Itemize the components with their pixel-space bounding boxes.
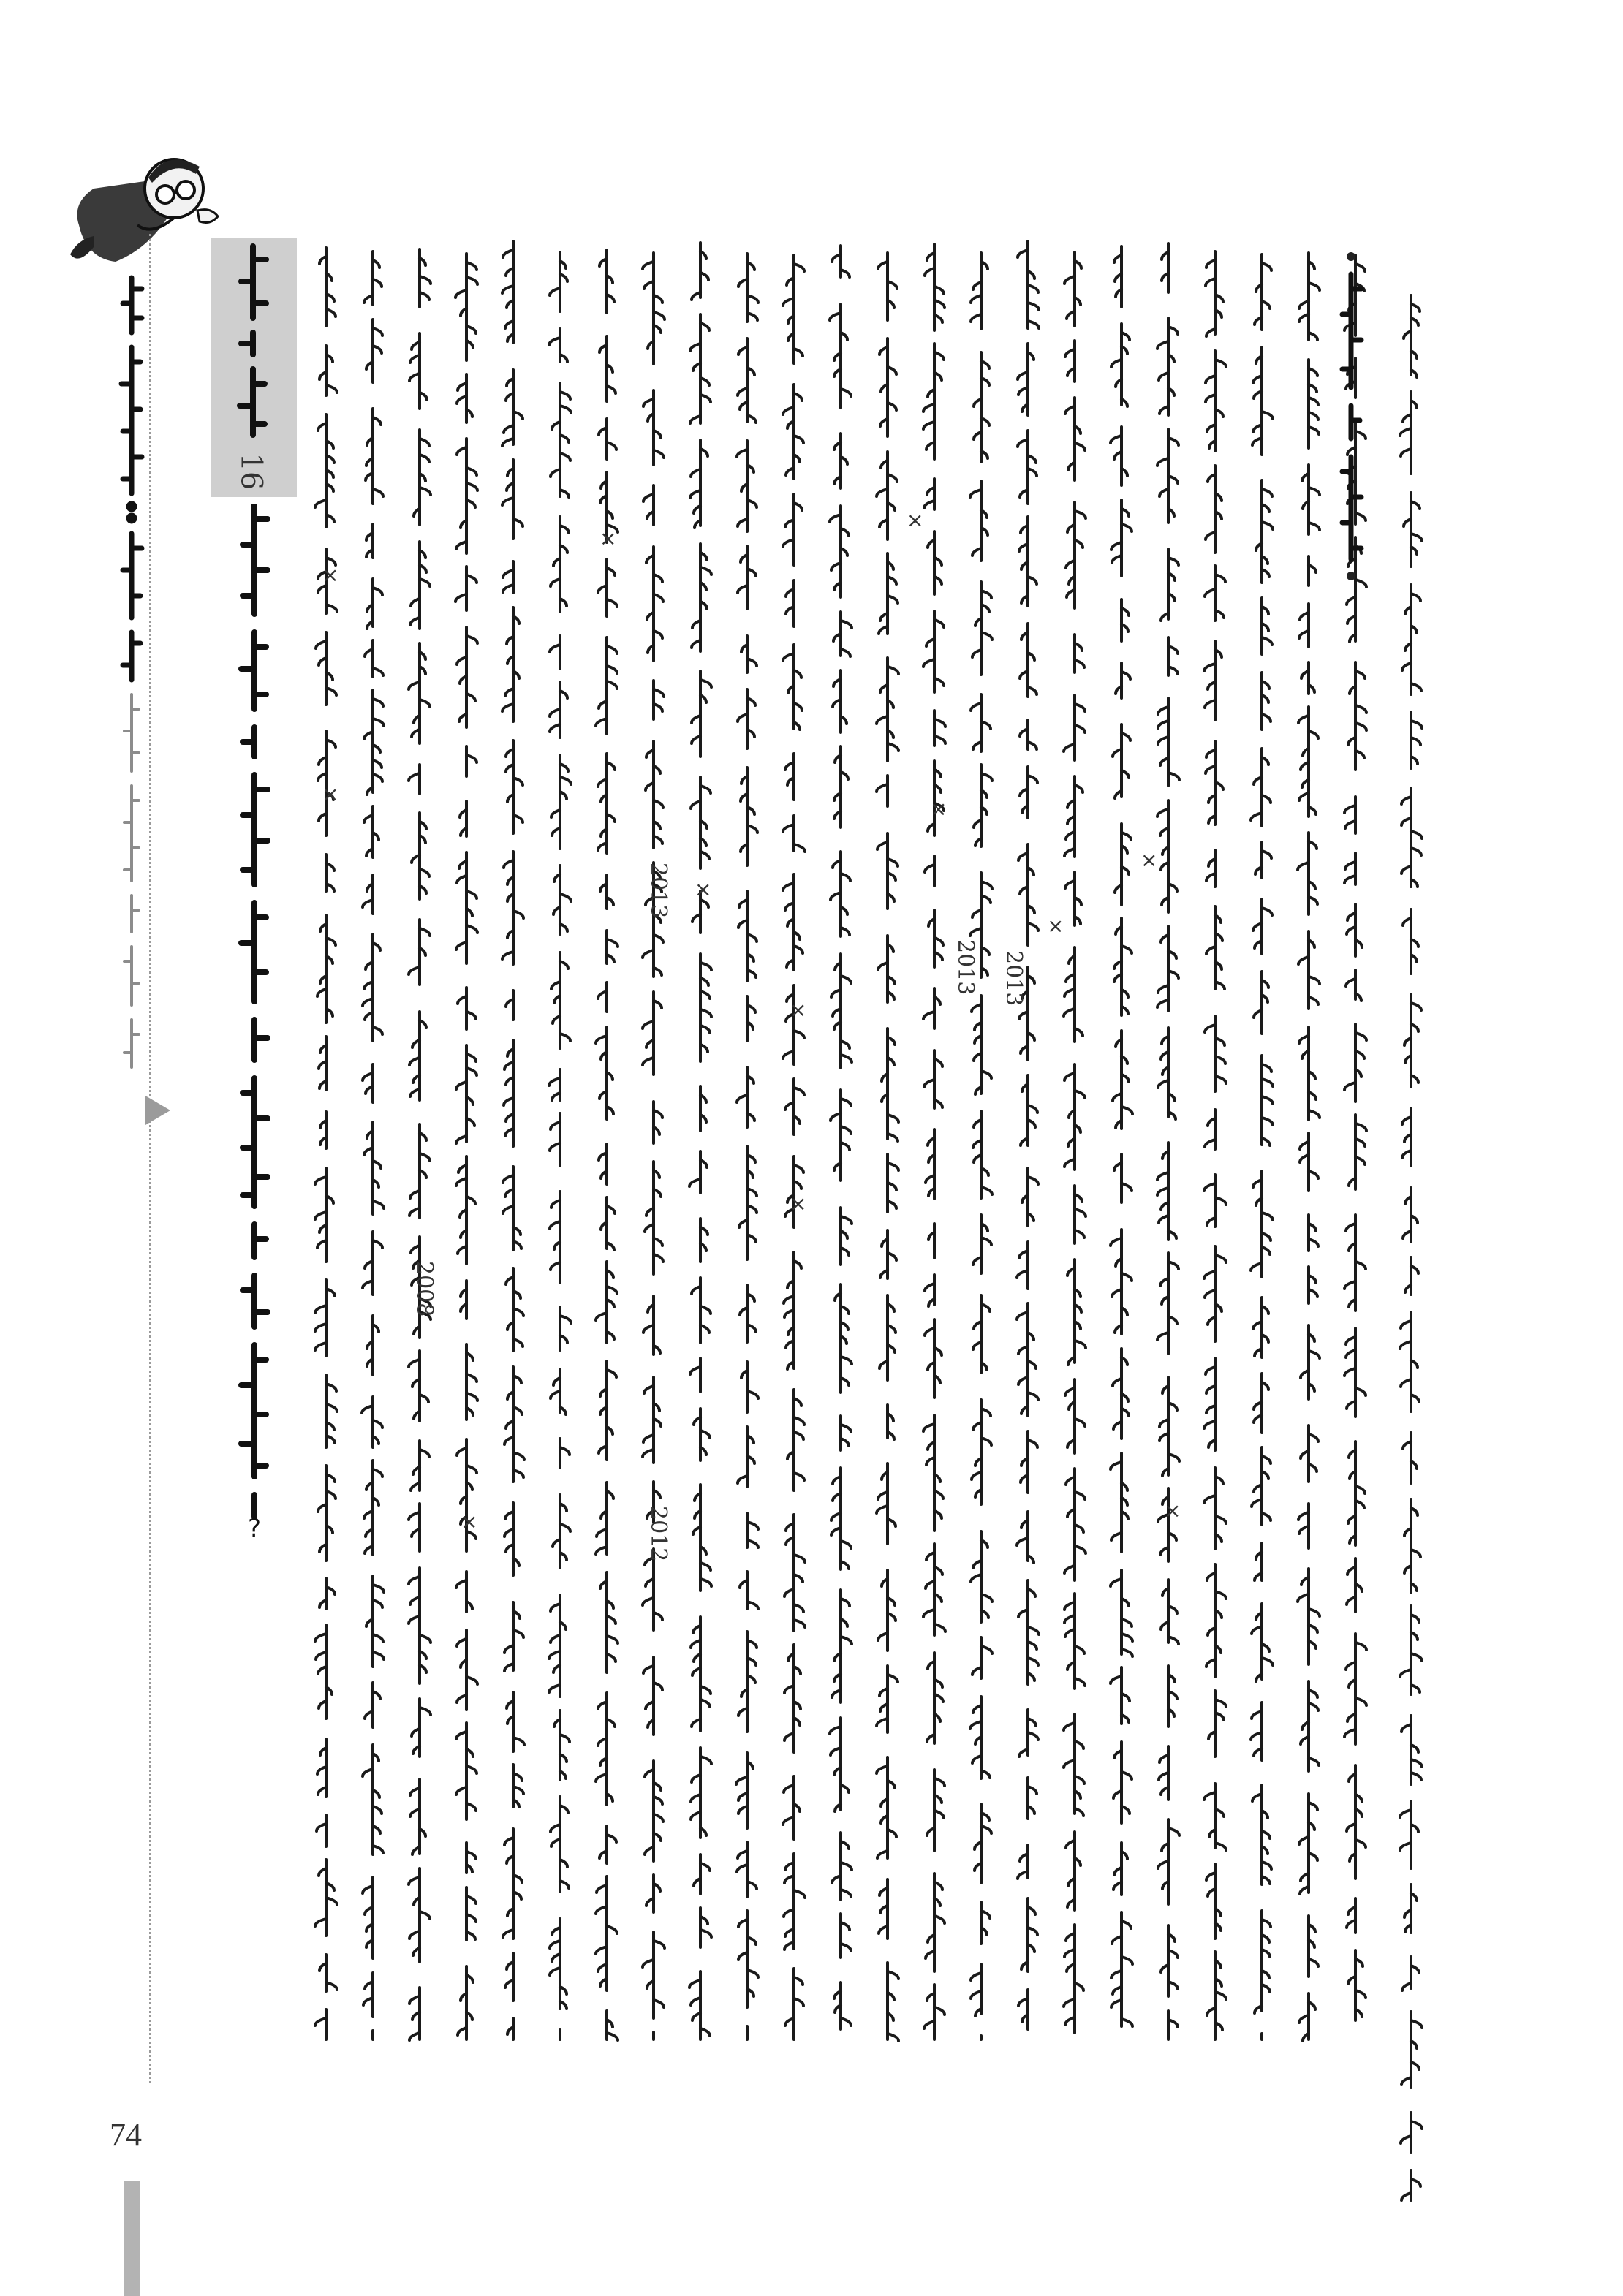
intro-line [1395, 278, 1427, 2208]
year-2013-a: 2013 [1001, 950, 1026, 1007]
body-text-columns [310, 234, 1407, 2047]
boy-mascot-illustration [64, 137, 225, 276]
triangle-marker-icon [145, 1096, 170, 1125]
year-2008: 2008 [412, 1261, 437, 1317]
thumb-index-bar [124, 2181, 140, 2296]
chapter-title-text [219, 504, 289, 1542]
year-2013-b: 2013 [953, 939, 978, 996]
times-mark: × [907, 508, 924, 532]
times-mark: × [1140, 848, 1158, 872]
times-mark: × [322, 782, 339, 806]
times-mark: × [930, 797, 947, 821]
bullet-dot [1347, 572, 1355, 580]
svg-text:?: ? [247, 1514, 262, 1542]
times-mark: × [790, 1191, 807, 1216]
times-mark: × [790, 998, 807, 1022]
running-header [110, 274, 154, 1078]
times-mark: × [1047, 914, 1064, 938]
chapter-number: 16 [234, 452, 268, 490]
times-mark: × [1164, 1499, 1181, 1523]
times-mark: × [695, 877, 712, 901]
times-mark: × [599, 526, 617, 550]
year-2012: 2012 [646, 1506, 671, 1562]
page-number: 74 [110, 2117, 142, 2153]
bullet-dot [1347, 252, 1355, 261]
times-mark: × [322, 563, 339, 587]
year-2013-c: 2013 [646, 863, 671, 919]
section-heading [1335, 270, 1367, 563]
times-mark: × [461, 1509, 478, 1534]
